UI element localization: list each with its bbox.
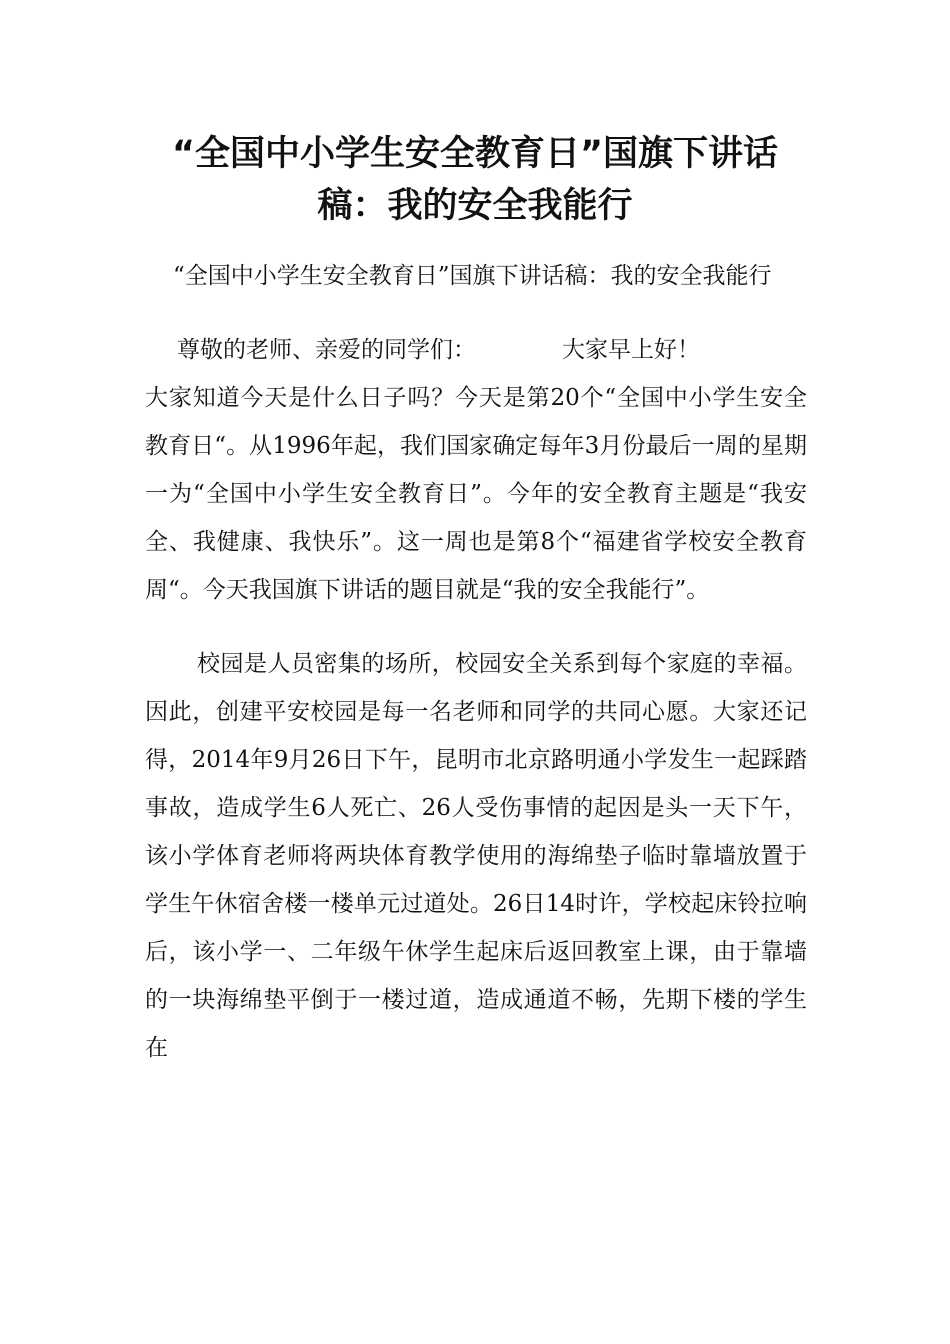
subtitle-paragraph: “全国中小学生安全教育日”国旗下讲话稿：我的安全我能行 <box>173 263 772 289</box>
document-title: “全国中小学生安全教育日”国旗下讲话稿：我的安全我能行 <box>171 134 778 226</box>
paragraph-incident: 校园是人员密集的场所，校园安全关系到每个家庭的幸福。因此，创建平安校园是每一名老师和同学的共同心愿。大家还记得，2014年9月26日下午，昆明市北京路明通小学发生一起踩踏事故，造成学生6人死亡、26人受伤事情的起因是头一天下午，该小学体育老师将两块体育教学使用的海绵垫子临时靠墙放置于学生午休宿舍楼一楼单元过道处。26日14时许，学校起床铃拉响后，该小学一、二年级午休学生起床后返回教室上课，由于靠墙的一块海绵垫平倒于一楼过道，造成通道不畅，先期下楼的学生在 <box>145 651 807 1061</box>
greeting-hello: 大家早上好！ <box>562 337 700 363</box>
greeting-line <box>145 326 807 374</box>
document-body <box>145 252 807 1072</box>
paragraph-intro: 大家知道今天是什么日子吗？今天是第20个“全国中小学生安全教育日“。从1996年起，我们国家确定每年3月份最后一周的星期一为“全国中小学生安全教育日”。今年的安全教育主题是“我安全、我健康、我快乐”。这一周也是第8个“福建省学校安全教育周“。今天我国旗下讲话的题目就是“我的安全我能行”。 <box>145 385 807 603</box>
greeting-salutation: 尊敬的老师、亲爱的同学们： <box>177 337 476 363</box>
